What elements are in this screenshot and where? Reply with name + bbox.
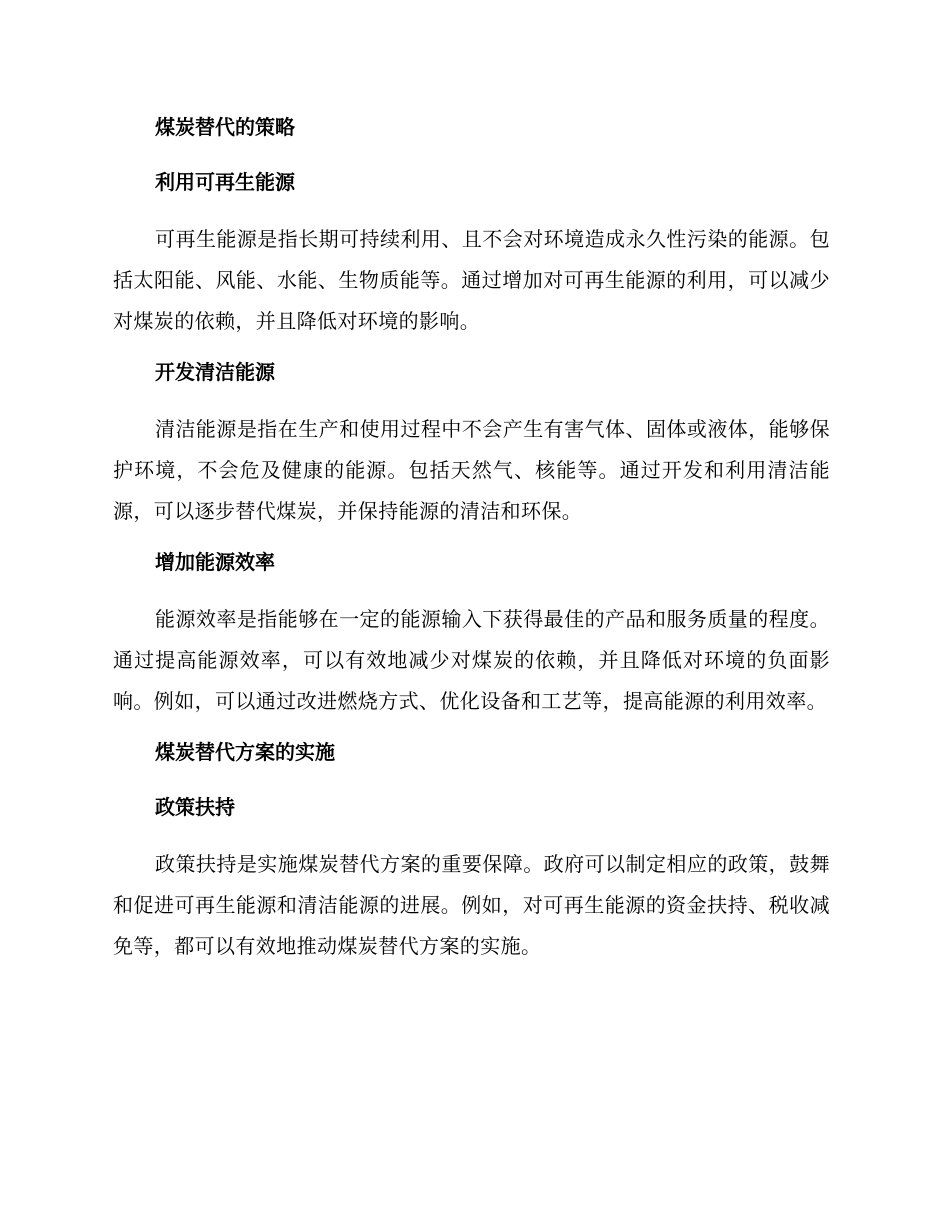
subheading-energy-efficiency: 增加能源效率	[155, 550, 275, 574]
paragraph-renewable-energy: 可再生能源是指长期可持续利用、且不会对环境造成永久性污染的能源。包括太阳能、风能、水能、生物质能等。通过增加对可再生能源的利用，可以减少对煤炭的依赖，并且降低对环境的影响。	[113, 227, 830, 333]
section-heading-coal-replacement-strategy: 煤炭替代的策略	[155, 115, 295, 139]
paragraph-clean-energy: 清洁能源是指在生产和使用过程中不会产生有害气体、固体或液体，能够保护环境，不会危及健康的能源。包括天然气、核能等。通过开发和利用清洁能源，可以逐步替代煤炭，并保持能源的清洁和环保。	[113, 417, 830, 523]
section-heading-implementation: 煤炭替代方案的实施	[155, 740, 335, 764]
paragraph-policy-support: 政策扶持是实施煤炭替代方案的重要保障。政府可以制定相应的政策，鼓舞和促进可再生能源和清洁能源的进展。例如，对可再生能源的资金扶持、税收减免等，都可以有效地推动煤炭替代方案的实施。	[113, 852, 830, 958]
subheading-renewable-energy: 利用可再生能源	[155, 170, 295, 194]
paragraph-energy-efficiency: 能源效率是指能够在一定的能源输入下获得最佳的产品和服务质量的程度。通过提高能源效率，可以有效地减少对煤炭的依赖，并且降低对环境的负面影响。例如，可以通过改进燃烧方式、优化设备和工艺等，提高能源的利用效率。	[113, 607, 830, 713]
subheading-clean-energy: 开发清洁能源	[155, 360, 275, 384]
subheading-policy-support: 政策扶持	[155, 795, 235, 819]
document-page	[113, 112, 830, 982]
